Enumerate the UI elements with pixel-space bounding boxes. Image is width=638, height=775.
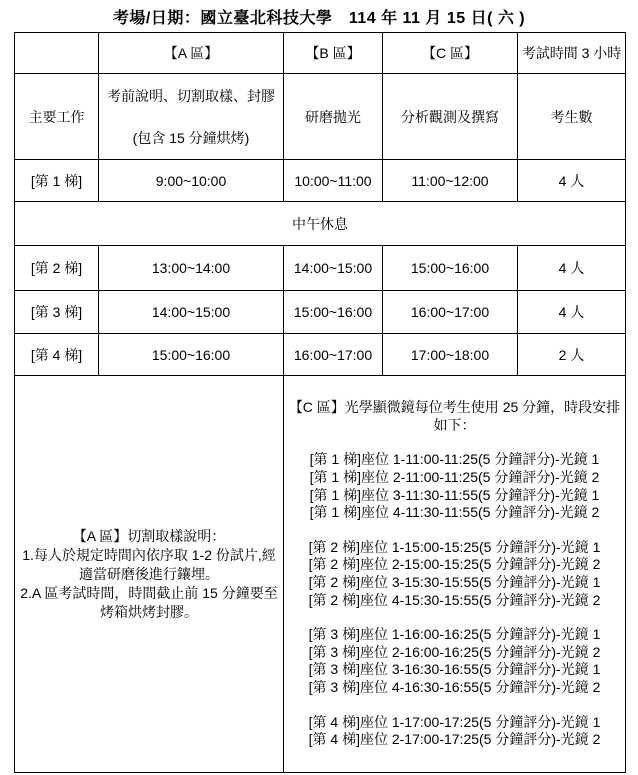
batch-1-label: [第 1 梯] (15, 160, 99, 202)
batch-2-label: [第 2 梯] (15, 246, 99, 291)
lunch-break-cell: 中午休息 (15, 202, 626, 246)
zone-c-batch-3-group (286, 626, 623, 696)
seat-schedule-line: [第 1 梯]座位 2-11:00-11:25(5 分鐘評分)-光鏡 2 (309, 469, 600, 486)
exam-schedule-table (14, 32, 626, 773)
zone-c-batch-2-group (286, 539, 623, 609)
batch-2-zone-c-time: 15:00~16:00 (383, 246, 518, 291)
zone-a-work-line1: 考前說明、切割取樣、封膠 (107, 87, 275, 104)
seat-schedule-line: [第 1 梯]座位 3-11:30-11:55(5 分鐘評分)-光鏡 1 (309, 486, 600, 503)
header-empty-cell (15, 33, 99, 74)
batch-4-row (15, 334, 626, 376)
seat-schedule-line: [第 4 梯]座位 1-17:00-17:25(5 分鐘評分)-光鏡 1 (308, 713, 601, 730)
seat-schedule-line: [第 3 梯]座位 2-16:00-16:25(5 分鐘評分)-光鏡 2 (308, 643, 601, 660)
batch-2-zone-b-time: 14:00~15:00 (284, 246, 383, 291)
zone-a-header: 【A 區】 (99, 33, 284, 74)
batch-2-count: 4 人 (518, 246, 626, 291)
batch-4-zone-c-time: 17:00~18:00 (383, 334, 518, 376)
seat-schedule-line: [第 2 梯]座位 3-15:30-15:55(5 分鐘評分)-光鏡 1 (308, 574, 601, 590)
main-work-label: 主要工作 (15, 74, 99, 160)
zone-a-notes-item-1: 1.每人於規定時間內依序取 1-2 份試片,經適當研磨後進行鑲埋。 (22, 546, 276, 582)
seat-schedule-line: [第 2 梯]座位 2-15:00-15:25(5 分鐘評分)-光鏡 2 (308, 556, 601, 573)
batch-4-count: 2 人 (518, 334, 626, 376)
batch-1-count: 4 人 (518, 160, 626, 202)
main-work-row (15, 74, 626, 160)
zone-c-notes-intro: 【C 區】光學顯微鏡每位考生使用 25 分鐘，時段安排如下： (288, 399, 621, 433)
batch-4-label: [第 4 梯] (15, 334, 99, 376)
batch-4-zone-a-time: 15:00~16:00 (99, 334, 284, 376)
spacer (101, 106, 281, 128)
batch-2-zone-a-time: 13:00~14:00 (99, 246, 284, 291)
batch-3-zone-b-time: 15:00~16:00 (284, 291, 383, 334)
seat-schedule-line: [第 2 梯]座位 4-15:30-15:55(5 分鐘評分)-光鏡 2 (308, 591, 601, 608)
zone-header-row (15, 33, 626, 74)
batch-3-zone-a-time: 14:00~15:00 (99, 291, 284, 334)
zone-c-batch-1-group (286, 451, 623, 521)
seat-schedule-line: [第 4 梯]座位 2-17:00-17:25(5 分鐘評分)-光鏡 2 (308, 731, 601, 748)
zone-c-work-cell: 分析觀測及撰寫 (383, 74, 518, 160)
zone-a-notes-cell (15, 376, 284, 773)
lunch-break-row (15, 202, 626, 246)
zone-a-notes-title: 【A 區】切割取樣說明： (72, 527, 226, 544)
seat-schedule-line: [第 3 梯]座位 4-16:30-16:55(5 分鐘評分)-光鏡 2 (308, 678, 601, 695)
batch-3-label: [第 3 梯] (15, 291, 99, 334)
zone-a-work-line2: (包含 15 分鐘烘烤) (132, 129, 250, 146)
zone-b-header: 【B 區】 (284, 33, 383, 74)
batch-1-zone-c-time: 11:00~12:00 (383, 160, 518, 202)
seat-schedule-line: [第 3 梯]座位 1-16:00-16:25(5 分鐘評分)-光鏡 1 (308, 626, 601, 643)
seat-schedule-line: [第 1 梯]座位 1-11:00-11:25(5 分鐘評分)-光鏡 1 (309, 451, 600, 468)
batch-1-row (15, 160, 626, 202)
zone-c-header: 【C 區】 (383, 33, 518, 74)
notes-row (15, 376, 626, 773)
seat-schedule-line: [第 2 梯]座位 1-15:00-15:25(5 分鐘評分)-光鏡 1 (308, 538, 601, 555)
batch-3-row (15, 291, 626, 334)
zone-c-notes-cell (284, 376, 626, 773)
batch-3-zone-c-time: 16:00~17:00 (383, 291, 518, 334)
zone-c-batch-4-group (286, 714, 623, 749)
batch-1-zone-b-time: 10:00~11:00 (284, 160, 383, 202)
zone-a-notes-item-2: 2.A 區考試時間，時間截止前 15 分鐘要至烤箱烘烤封膠。 (20, 584, 278, 620)
zone-b-work-cell: 研磨拋光 (284, 74, 383, 160)
zone-a-work-cell (99, 74, 284, 160)
seat-schedule-line: [第 3 梯]座位 3-16:30-16:55(5 分鐘評分)-光鏡 1 (308, 661, 601, 678)
exam-time-header: 考試時間 3 小時 (518, 33, 626, 74)
batch-3-count: 4 人 (518, 291, 626, 334)
batch-4-zone-b-time: 16:00~17:00 (284, 334, 383, 376)
candidate-count-header: 考生數 (518, 74, 626, 160)
seat-schedule-line: [第 1 梯]座位 4-11:30-11:55(5 分鐘評分)-光鏡 2 (309, 504, 600, 521)
batch-2-row (15, 246, 626, 291)
batch-1-zone-a-time: 9:00~10:00 (99, 160, 284, 202)
page-title: 考場/日期：國立臺北科技大學 114 年 11 月 15 日( 六 ) (112, 10, 526, 27)
